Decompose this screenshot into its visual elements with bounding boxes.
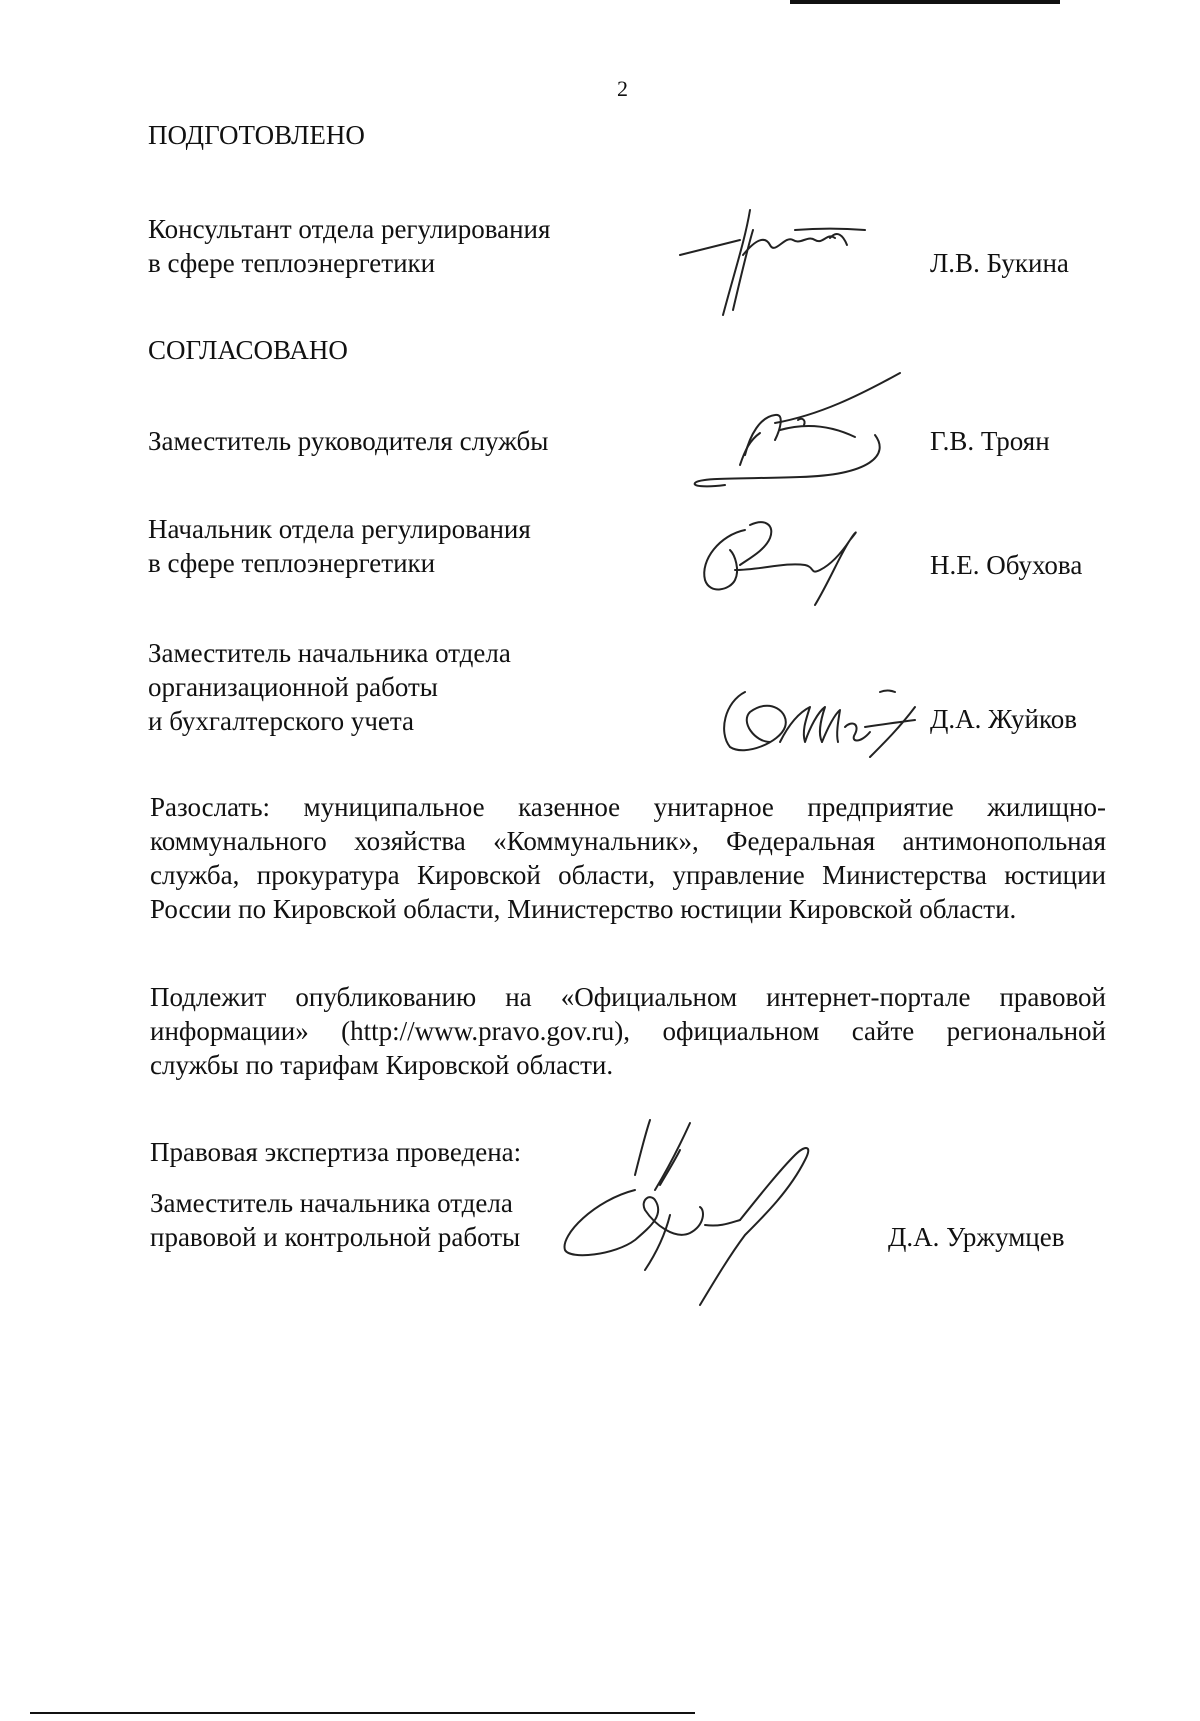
distribution-paragraph (150, 790, 1106, 926)
signature-zhuykov (710, 672, 930, 762)
legal-review-position (150, 1186, 520, 1254)
position-line: правовой и контрольной работы (150, 1222, 521, 1252)
approved-position-3 (148, 636, 511, 738)
publication-line: службы по тарифам Кировской области. (150, 1050, 614, 1080)
position-line: Заместитель начальника отдела (150, 1188, 513, 1218)
page-number: 2 (617, 76, 628, 101)
distribution-line: Разослать: муниципальное казенное унитарное предприятие жилищно- (150, 792, 1106, 822)
position-line: и бухгалтерского учета (148, 706, 415, 736)
distribution-line: России по Кировской области, Министерство юстиции Кировской области. (150, 894, 1017, 924)
signature-obukhova (690, 510, 880, 610)
position-line: в сфере теплоэнергетики (148, 248, 436, 278)
scan-artifact-top (790, 0, 1060, 4)
position-line: в сфере теплоэнергетики (148, 548, 436, 578)
signature-urzhumtsev (555, 1115, 855, 1315)
approved-name-3: Д.А. Жуйков (930, 704, 1077, 734)
approved-position-2 (148, 512, 531, 580)
position-line: организационной работы (148, 672, 438, 702)
position-line: Начальник отдела регулирования (148, 514, 531, 544)
distribution-line: служба, прокуратура Кировской области, управление Министерства юстиции (150, 860, 1106, 890)
approved-name-2: Н.Е. Обухова (930, 550, 1083, 580)
signature-bukina (675, 200, 875, 320)
signature-troyan (680, 365, 910, 495)
publication-paragraph (150, 980, 1106, 1082)
approved-heading: СОГЛАСОВАНО (148, 335, 348, 365)
position-line: Заместитель начальника отдела (148, 638, 511, 668)
legal-review-name: Д.А. Уржумцев (888, 1222, 1065, 1252)
publication-line: информации» (http://www.pravo.gov.ru), официальном сайте региональной (150, 1016, 1106, 1046)
position-line: Консультант отдела регулирования (148, 214, 551, 244)
legal-review-title: Правовая экспертиза проведена: (150, 1137, 522, 1167)
scan-artifact-bottom (30, 1712, 695, 1714)
prepared-heading: ПОДГОТОВЛЕНО (148, 120, 365, 150)
distribution-line: коммунального хозяйства «Коммунальник», Федеральная антимонопольная (150, 826, 1106, 856)
position-line: Заместитель руководителя службы (148, 426, 549, 456)
publication-line: Подлежит опубликованию на «Официальном интернет-портале правовой (150, 982, 1106, 1012)
approved-name-1: Г.В. Троян (930, 426, 1050, 456)
prepared-position (148, 212, 550, 280)
prepared-name: Л.В. Букина (930, 248, 1069, 278)
approved-position-1 (148, 424, 548, 458)
